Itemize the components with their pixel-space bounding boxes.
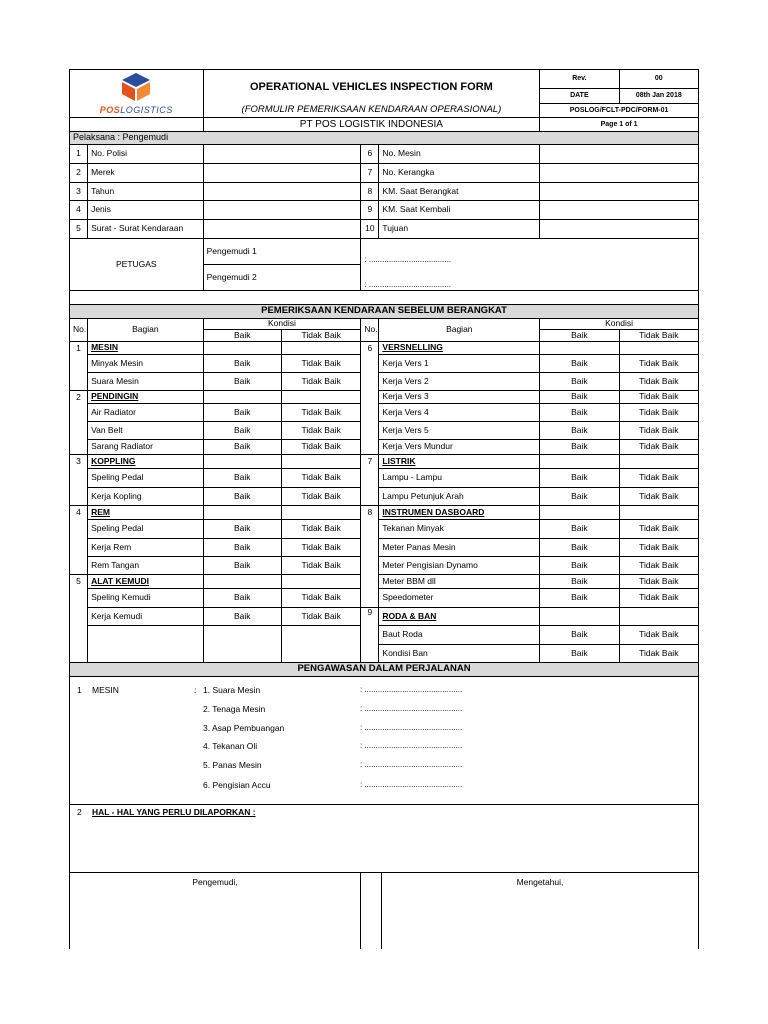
group-roda-ban: RODA & BAN	[379, 608, 540, 626]
option-baik[interactable]: Baik	[203, 520, 281, 539]
tujuan-field[interactable]	[540, 220, 699, 239]
logo-wordmark: POSLOGISTICS	[99, 104, 173, 115]
option-baik[interactable]: Baik	[203, 422, 281, 440]
option-tidak-baik[interactable]: Tidak Baik	[281, 440, 360, 455]
option-baik[interactable]: Baik	[203, 608, 281, 626]
group-mesin: MESIN	[88, 342, 204, 355]
pengemudi-1-field[interactable]: : .....................................	[361, 239, 699, 265]
info-row: 2 Merek 7 No. Kerangka	[70, 164, 699, 183]
option-baik[interactable]: Baik	[540, 488, 619, 506]
laporan-block[interactable]: 2 HAL - HAL YANG PERLU DILAPORKAN :	[70, 805, 699, 873]
option-tidak-baik[interactable]: Tidak Baik	[281, 404, 360, 422]
group-koppling: KOPPLING	[88, 455, 204, 469]
option-tidak-baik[interactable]: Tidak Baik	[619, 520, 698, 539]
form-table: POSLOGISTICS OPERATIONAL VEHICLES INSPECTION FORM Rev. 00 DATE 08th Jan 2018 (FORMULIR PEMERIKSAAN KENDARAAN OPERASIONAL) POSLOG/FCLT-PDC/FORM-01 PT POS LOGISTIK INDONESIA Page 1 of 1 Pelaksana : Pengemudi 1 No. Polisi 6 No. Mesin 2 Merek 7 No. Kerangka 3 Tahun 8 KM. Saat Berangkat 4 Jenis 9 KM. Saat Kembali 5 Surat - Surat Kendaraan 10 Tujuan PETUGAS Pengemudi 1 : ..................................... Pengemudi 2 : ..................................... PEMERIKSAAN KENDARAAN SEBELUM BERANGKAT No. Bagian Kondisi No. Bagian Kondisi Baik Tidak Baik Baik Tidak Baik 1 MESIN 6 VERSNELLING Minyak Mesin Baik Tidak Baik Kerja Vers 1 Baik Tidak Baik Suara Mesin Baik Tidak Baik Kerja Vers 2 Baik Tidak Baik 2 PENDINGIN Kerja Vers 3 Baik Tidak Baik Air Radiator Baik Tidak Baik Kerja Vers 4 Baik Tidak Baik Van Belt Baik Tidak Baik Kerja Vers 5 Baik Tidak Baik Sarang Radiator Baik Tidak Baik Kerja Vers Mundur Baik Tidak Baik 3 KOPPLING 7 LISTRIK Speling Pedal Baik Tidak Baik Lampu - Lampu Baik Tidak Baik Kerja Kopling Baik Tidak Baik Lampu Petunjuk Arah Baik Tidak Baik 4 REM 8 INSTRUMEN DASBOARD Speling Pedal Baik Tidak Baik Tekanan Minyak Baik Tidak Baik Kerja Rem Baik Tidak Baik Meter Panas Mesin Baik Tidak Baik Rem Tangan Baik Tidak Baik Meter Pengisian Dynamo Baik Tidak Baik 5 ALAT KEMUDI Meter BBM dll Baik Tidak Baik Speling Kemudi Baik Tidak Baik Speedometer Baik Tidak Baik Kerja Kemudi Baik Tidak Baik 9 RODA & BAN Baut Roda Baik Tidak Baik Kondisi Ban Baik Tidak Baik PENGAWASAN DALAM PERJALANAN 1 MESIN : 1. Suara Mesin 2. Tenaga Mesin 3. Asap Pembuangan 4. Tekanan Oli 5. Panas Mesin 6. Pengisian Accu : ............................................ : ............................................ : ............................................ : ............................................ : ............................................ : ............................................ 2 HAL - HAL YANG PERLU DILAPORKAN :	[69, 69, 699, 873]
option-tidak-baik[interactable]: Tidak Baik	[619, 355, 698, 373]
pengisian-accu-field[interactable]: : ............................................	[360, 780, 463, 789]
option-baik[interactable]: Baik	[203, 539, 281, 557]
inspection-section-title: PEMERIKSAAN KENDARAAN SEBELUM BERANGKAT	[70, 305, 699, 319]
option-baik[interactable]: Baik	[540, 422, 619, 440]
option-tidak-baik[interactable]: Tidak Baik	[619, 469, 698, 488]
group-rem: REM	[88, 506, 204, 520]
suara-mesin-field[interactable]: : ............................................	[360, 685, 463, 694]
pengemudi-2-field[interactable]: : .....................................	[361, 265, 699, 291]
logo	[70, 70, 204, 118]
asap-pembuangan-field[interactable]: : ............................................	[360, 723, 463, 732]
page-number: Page 1 of 1	[540, 118, 699, 132]
group-listrik: LISTRIK	[379, 455, 540, 469]
option-tidak-baik[interactable]: Tidak Baik	[281, 557, 360, 575]
option-tidak-baik[interactable]: Tidak Baik	[281, 373, 360, 391]
no-mesin-field[interactable]	[540, 145, 699, 164]
signature-area	[69, 873, 699, 949]
pos-logo-icon	[116, 71, 156, 103]
pengemudi-2-label: Pengemudi 2	[203, 265, 361, 291]
option-baik[interactable]: Baik	[540, 440, 619, 455]
option-baik[interactable]: Baik	[540, 404, 619, 422]
signature-mengetahui: Mengetahui,	[516, 877, 564, 887]
km-berangkat-field[interactable]	[540, 183, 699, 201]
company-name: PT POS LOGISTIK INDONESIA	[203, 118, 540, 132]
pengawasan-block: 1 MESIN : 1. Suara Mesin 2. Tenaga Mesin 3. Asap Pembuangan 4. Tekanan Oli 5. Panas Mesin 6. Pengisian Accu : ............................................ : ............................................ : ............................................ : ............................................ : ............................................ : ............................................	[70, 677, 699, 805]
rev-label: Rev.	[540, 70, 619, 89]
form-title: OPERATIONAL VEHICLES INSPECTION FORM	[203, 70, 540, 104]
option-baik[interactable]: Baik	[540, 575, 619, 589]
surat-field[interactable]	[203, 220, 361, 239]
pengemudi-1-label: Pengemudi 1	[203, 239, 361, 265]
no-polisi-field[interactable]	[203, 145, 361, 164]
no-kerangka-field[interactable]	[540, 164, 699, 183]
info-row: 1 No. Polisi 6 No. Mesin	[70, 145, 699, 164]
pengawasan-mesin-label: MESIN	[92, 685, 119, 695]
km-kembali-field[interactable]	[540, 201, 699, 220]
tahun-field[interactable]	[203, 183, 361, 201]
option-baik[interactable]: Baik	[540, 355, 619, 373]
inspection-form	[69, 69, 699, 949]
group-instrumen: INSTRUMEN DASBOARD	[379, 506, 540, 520]
option-tidak-baik[interactable]: Tidak Baik	[281, 539, 360, 557]
option-tidak-baik[interactable]: Tidak Baik	[619, 589, 698, 608]
option-baik[interactable]: Baik	[540, 626, 619, 645]
info-row: 5 Surat - Surat Kendaraan 10 Tujuan	[70, 220, 699, 239]
option-tidak-baik[interactable]: Tidak Baik	[619, 575, 698, 589]
document-code: POSLOG/FCLT-PDC/FORM-01	[540, 104, 699, 118]
panas-mesin-field[interactable]: : ............................................	[360, 760, 463, 769]
option-tidak-baik[interactable]: Tidak Baik	[281, 520, 360, 539]
option-baik[interactable]: Baik	[540, 589, 619, 608]
jenis-field[interactable]	[203, 201, 361, 220]
option-baik[interactable]: Baik	[203, 469, 281, 488]
option-tidak-baik[interactable]: Tidak Baik	[619, 557, 698, 575]
option-tidak-baik[interactable]: Tidak Baik	[281, 589, 360, 608]
option-tidak-baik[interactable]: Tidak Baik	[619, 373, 698, 391]
option-tidak-baik[interactable]: Tidak Baik	[619, 645, 698, 663]
merek-field[interactable]	[203, 164, 361, 183]
info-row: 4 Jenis 9 KM. Saat Kembali	[70, 201, 699, 220]
option-tidak-baik[interactable]: Tidak Baik	[619, 422, 698, 440]
option-tidak-baik[interactable]: Tidak Baik	[281, 488, 360, 506]
petugas-label: PETUGAS	[70, 239, 204, 291]
date-label: DATE	[540, 89, 619, 104]
option-tidak-baik[interactable]: Tidak Baik	[281, 469, 360, 488]
option-baik[interactable]: Baik	[540, 557, 619, 575]
option-baik[interactable]: Baik	[540, 539, 619, 557]
option-baik[interactable]: Baik	[203, 355, 281, 373]
option-baik[interactable]: Baik	[203, 404, 281, 422]
group-versnelling: VERSNELLING	[379, 342, 540, 355]
option-tidak-baik[interactable]: Tidak Baik	[619, 404, 698, 422]
option-tidak-baik[interactable]: Tidak Baik	[619, 440, 698, 455]
option-tidak-baik[interactable]: Tidak Baik	[281, 608, 360, 626]
tekanan-oli-field[interactable]: : ............................................	[360, 741, 463, 750]
option-tidak-baik[interactable]: Tidak Baik	[619, 539, 698, 557]
pelaksana-row: Pelaksana : Pengemudi	[70, 132, 699, 145]
option-baik[interactable]: Baik	[203, 589, 281, 608]
option-baik[interactable]: Baik	[540, 645, 619, 663]
info-row: 3 Tahun 8 KM. Saat Berangkat	[70, 183, 699, 201]
signature-pengemudi: Pengemudi,	[192, 877, 238, 887]
group-alat-kemudi: ALAT KEMUDI	[88, 575, 204, 589]
date-value: 08th Jan 2018	[619, 89, 698, 104]
pengawasan-section-title: PENGAWASAN DALAM PERJALANAN	[70, 663, 699, 677]
tenaga-mesin-field[interactable]: : ............................................	[360, 704, 463, 713]
spacer-row	[70, 291, 699, 305]
option-tidak-baik[interactable]: Tidak Baik	[281, 422, 360, 440]
laporan-label: HAL - HAL YANG PERLU DILAPORKAN :	[92, 807, 256, 817]
option-baik[interactable]: Baik	[203, 488, 281, 506]
option-baik[interactable]: Baik	[540, 520, 619, 539]
option-tidak-baik[interactable]: Tidak Baik	[281, 355, 360, 373]
option-baik[interactable]: Baik	[540, 391, 619, 404]
option-baik[interactable]: Baik	[203, 440, 281, 455]
rev-value: 00	[619, 70, 698, 89]
option-baik[interactable]: Baik	[540, 469, 619, 488]
option-baik[interactable]: Baik	[540, 373, 619, 391]
option-tidak-baik[interactable]: Tidak Baik	[619, 391, 698, 404]
option-baik[interactable]: Baik	[203, 373, 281, 391]
form-subtitle: (FORMULIR PEMERIKSAAN KENDARAAN OPERASIONAL)	[203, 104, 540, 118]
group-pendingin: PENDINGIN	[88, 391, 204, 404]
option-tidak-baik[interactable]: Tidak Baik	[619, 488, 698, 506]
option-tidak-baik[interactable]: Tidak Baik	[619, 626, 698, 645]
option-baik[interactable]: Baik	[203, 557, 281, 575]
